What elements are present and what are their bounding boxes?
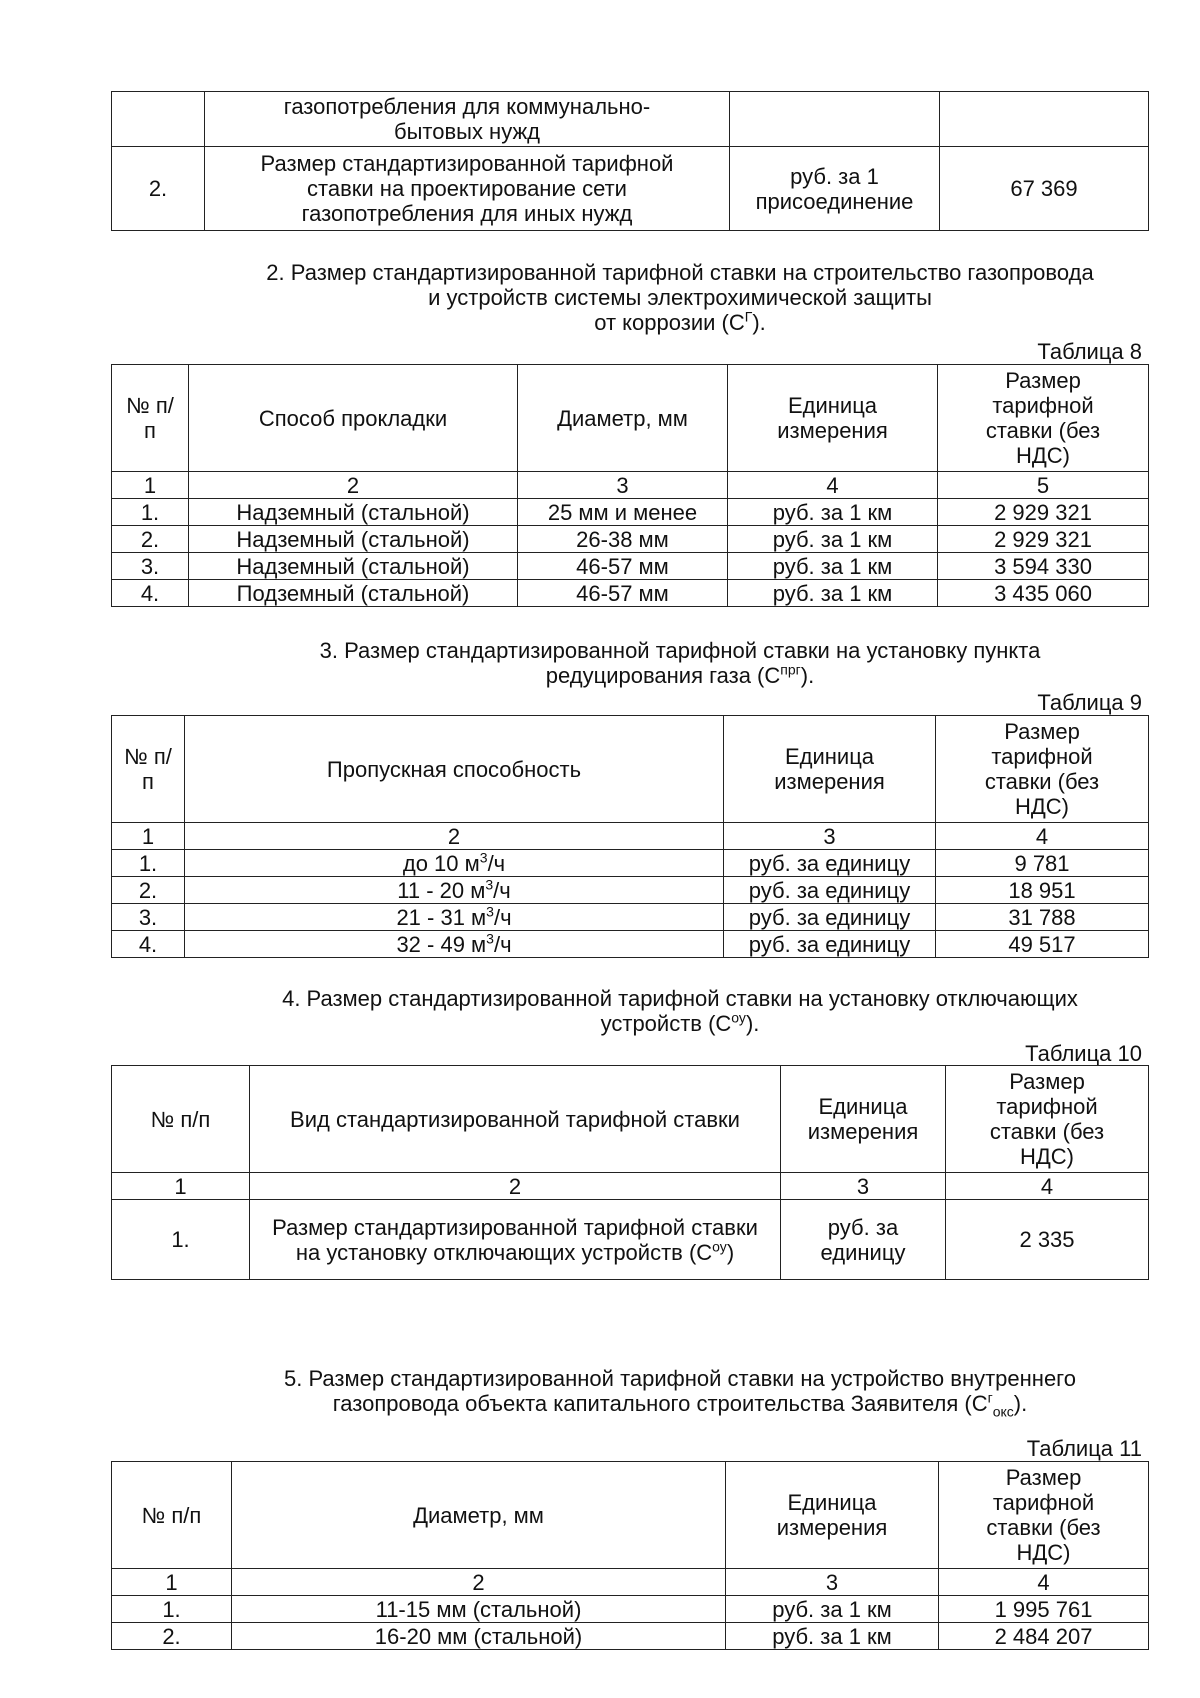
row-number: 3. <box>112 553 189 580</box>
row-number: 1. <box>112 1200 250 1280</box>
section-3-heading <box>200 638 1160 688</box>
row-diameter: 11-15 мм (стальной) <box>232 1596 726 1623</box>
row-unit: руб. за единицу <box>781 1200 946 1280</box>
col-number: 4 <box>936 823 1149 850</box>
heading-line: и устройств системы электрохимической защиты <box>428 285 932 310</box>
col-number: 5 <box>938 472 1149 499</box>
table-label: Таблица 9 <box>1037 690 1142 715</box>
table-row <box>112 931 1149 958</box>
col-number: 1 <box>112 472 189 499</box>
header-unit: Единица измерения <box>728 365 938 472</box>
header-value: Размер тарифной ставки (без НДС) <box>946 1066 1149 1173</box>
row-number: 2. <box>112 877 185 904</box>
row-number: 1. <box>112 1596 232 1623</box>
row-number: 2. <box>112 1623 232 1650</box>
row-value: 2 484 207 <box>939 1623 1149 1650</box>
col-number: 2 <box>189 472 518 499</box>
col-number: 2 <box>185 823 724 850</box>
row-number: 4. <box>112 931 185 958</box>
table-row <box>112 553 1149 580</box>
header-kind: Вид стандартизированной тарифной ставки <box>250 1066 781 1173</box>
table-row <box>112 147 1149 231</box>
header-method: Способ прокладки <box>189 365 518 472</box>
header-value: Размер тарифной ставки (без НДС) <box>938 365 1149 472</box>
header-row <box>112 716 1149 823</box>
heading-line: от коррозии $(С^Г)$. <box>594 308 766 335</box>
col-number: 4 <box>728 472 938 499</box>
row-value: 18 951 <box>936 877 1149 904</box>
col-number: 3 <box>518 472 728 499</box>
row-number: 2. <box>112 147 205 231</box>
row-capacity: 21 - 31 $м^3/ч$ <box>185 904 724 931</box>
top-table <box>111 91 1149 231</box>
col-number: 4 <box>939 1569 1149 1596</box>
row-unit: руб. за 1 км <box>726 1596 939 1623</box>
header-row <box>112 1462 1149 1569</box>
row-method: Подземный (стальной) <box>189 580 518 607</box>
header-unit: Единица измерения <box>724 716 936 823</box>
row-text: газопотребления для коммунально-бытовых нужд <box>205 92 730 147</box>
row-method: Надземный (стальной) <box>189 526 518 553</box>
row-value: 31 788 <box>936 904 1149 931</box>
table-row <box>112 1596 1149 1623</box>
row-diameter: 46-57 мм <box>518 553 728 580</box>
row-value: 2 929 321 <box>938 499 1149 526</box>
col-number: 3 <box>724 823 936 850</box>
heading-line: 2. Размер стандартизированной тарифной ставки на строительство газопровода <box>266 260 1094 285</box>
col-number: 1 <box>112 1173 250 1200</box>
row-value: 1 995 761 <box>939 1596 1149 1623</box>
row-value <box>940 92 1149 147</box>
row-number: 1. <box>112 850 185 877</box>
row-number <box>112 92 205 147</box>
table-row <box>112 92 1149 147</box>
col-number: 2 <box>250 1173 781 1200</box>
table-row <box>112 526 1149 553</box>
header-num: № п/п <box>112 365 189 472</box>
table-row <box>112 877 1149 904</box>
header-unit: Единица измерения <box>726 1462 939 1569</box>
row-unit: руб. за 1 км <box>728 553 938 580</box>
col-number: 1 <box>112 1569 232 1596</box>
row-value: 49 517 <box>936 931 1149 958</box>
column-number-row <box>112 1569 1149 1596</box>
header-capacity: Пропускная способность <box>185 716 724 823</box>
section-2-heading <box>200 260 1160 335</box>
column-number-row <box>112 1173 1149 1200</box>
row-unit: руб. за 1 км <box>728 580 938 607</box>
row-capacity: 11 - 20 $м^3/ч$ <box>185 877 724 904</box>
row-number: 2. <box>112 526 189 553</box>
row-number: 4. <box>112 580 189 607</box>
header-num: № п/п <box>112 1066 250 1173</box>
tariff-table-9 <box>111 715 1149 958</box>
section-5-heading <box>200 1366 1160 1420</box>
row-method: Надземный (стальной) <box>189 553 518 580</box>
row-value: 3 435 060 <box>938 580 1149 607</box>
tariff-table-10 <box>111 1065 1149 1280</box>
column-number-row <box>112 823 1149 850</box>
table-row <box>112 580 1149 607</box>
row-number: 3. <box>112 904 185 931</box>
row-diameter: 26-38 мм <box>518 526 728 553</box>
row-capacity: до 10 $м^3/ч$ <box>185 850 724 877</box>
row-text: Размер стандартизированной тарифной ставки на установку отключающих устройств $(С^{оу})$ <box>250 1200 781 1280</box>
header-value: Размер тарифной ставки (без НДС) <box>939 1462 1149 1569</box>
table-row <box>112 850 1149 877</box>
row-value: 67 369 <box>940 147 1149 231</box>
table-row <box>112 1623 1149 1650</box>
row-method: Надземный (стальной) <box>189 499 518 526</box>
col-number: 4 <box>946 1173 1149 1200</box>
col-number: 1 <box>112 823 185 850</box>
row-diameter: 46-57 мм <box>518 580 728 607</box>
heading-line: устройств $(С^{оу})$. <box>600 1009 760 1036</box>
section-4-heading <box>200 986 1160 1036</box>
row-unit: руб. за единицу <box>724 877 936 904</box>
table-row <box>112 904 1149 931</box>
row-text: Размер стандартизированной тарифной ставки на проектирование сети газопотребления для иных нужд <box>205 147 730 231</box>
tariff-table-8 <box>111 364 1149 607</box>
heading-line: 5. Размер стандартизированной тарифной ставки на устройство внутреннего <box>284 1366 1076 1391</box>
column-number-row <box>112 472 1149 499</box>
row-unit: руб. за 1 присоединение <box>730 147 940 231</box>
header-value: Размер тарифной ставки (без НДС) <box>936 716 1149 823</box>
col-number: 2 <box>232 1569 726 1596</box>
header-diameter: Диаметр, мм <box>518 365 728 472</box>
header-unit: Единица измерения <box>781 1066 946 1173</box>
row-unit: руб. за единицу <box>724 931 936 958</box>
header-num: № п/п <box>112 1462 232 1569</box>
row-diameter: 25 мм и менее <box>518 499 728 526</box>
heading-line: 4. Размер стандартизированной тарифной ставки на установку отключающих <box>282 986 1078 1011</box>
row-unit <box>730 92 940 147</box>
table-label: Таблица 10 <box>1025 1041 1142 1066</box>
col-number: 3 <box>726 1569 939 1596</box>
heading-line: редуцирования газа $(С^{прг})$. <box>545 661 815 688</box>
row-diameter: 16-20 мм (стальной) <box>232 1623 726 1650</box>
header-row <box>112 1066 1149 1173</box>
row-unit: руб. за 1 км <box>728 499 938 526</box>
row-unit: руб. за 1 км <box>726 1623 939 1650</box>
heading-line: газопровода объекта капитального строительства Заявителя $(С^г_{окс})$. <box>332 1389 1028 1420</box>
row-unit: руб. за единицу <box>724 904 936 931</box>
heading-line: 3. Размер стандартизированной тарифной ставки на установку пункта <box>319 638 1041 663</box>
header-diameter: Диаметр, мм <box>232 1462 726 1569</box>
row-value: 3 594 330 <box>938 553 1149 580</box>
row-value: 2 929 321 <box>938 526 1149 553</box>
col-number: 3 <box>781 1173 946 1200</box>
row-unit: руб. за 1 км <box>728 526 938 553</box>
table-row <box>112 1200 1149 1280</box>
row-capacity: 32 - 49 $м^3/ч$ <box>185 931 724 958</box>
table-row <box>112 499 1149 526</box>
tariff-table-11 <box>111 1461 1149 1650</box>
table-label: Таблица 11 <box>1026 1436 1142 1461</box>
header-num: № п/п <box>112 716 185 823</box>
row-unit: руб. за единицу <box>724 850 936 877</box>
row-value: 9 781 <box>936 850 1149 877</box>
table-label: Таблица 8 <box>1037 339 1142 364</box>
row-number: 1. <box>112 499 189 526</box>
header-row <box>112 365 1149 472</box>
row-value: 2 335 <box>946 1200 1149 1280</box>
